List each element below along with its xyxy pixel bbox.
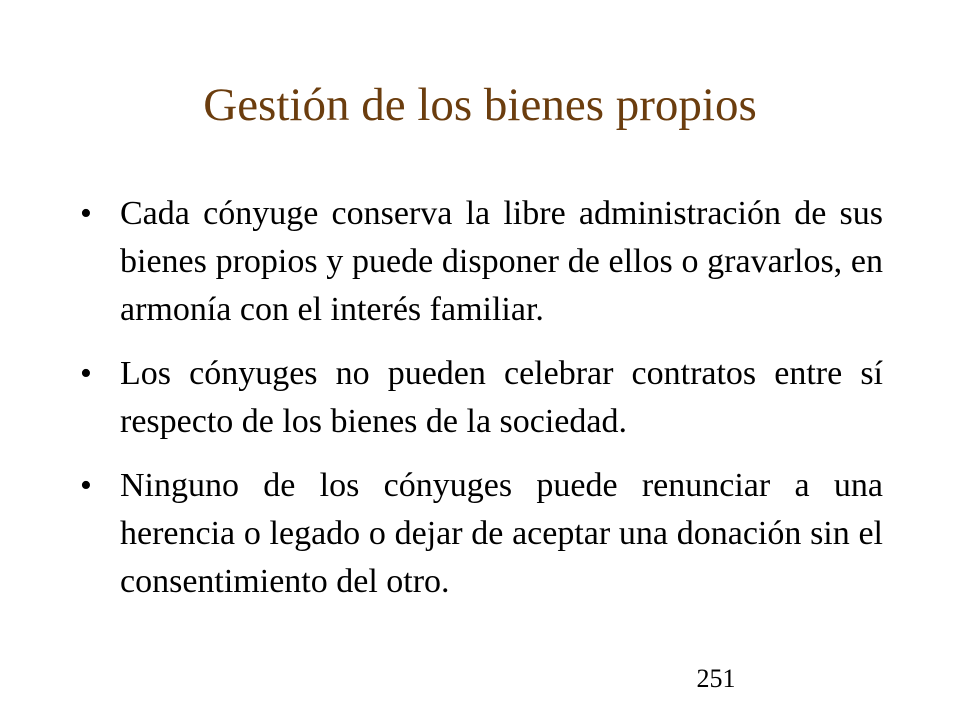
bullet-text: Los cónyuges no pueden celebrar contratos entre sí respecto de los bienes de la sociedad. bbox=[120, 355, 883, 440]
bullet-text: Ninguno de los cónyuges puede renunciar a una herencia o legado o dejar de aceptar una donación sin el consentimiento del otro. bbox=[120, 467, 883, 600]
bullet-list bbox=[80, 190, 883, 606]
bullet-icon: • bbox=[80, 195, 92, 232]
bullet-icon: • bbox=[80, 355, 92, 392]
bullet-item bbox=[80, 350, 883, 446]
bullet-item bbox=[80, 462, 883, 606]
bullet-icon: • bbox=[80, 467, 92, 504]
page-number: 251 bbox=[696, 664, 736, 693]
bullet-text: Cada cónyuge conserva la libre administración de sus bienes propios y puede disponer de ellos o gravarlos, en armonía con el interés familiar. bbox=[120, 195, 883, 328]
bullet-item bbox=[80, 190, 883, 334]
slide-title: Gestión de los bienes propios bbox=[203, 79, 757, 131]
